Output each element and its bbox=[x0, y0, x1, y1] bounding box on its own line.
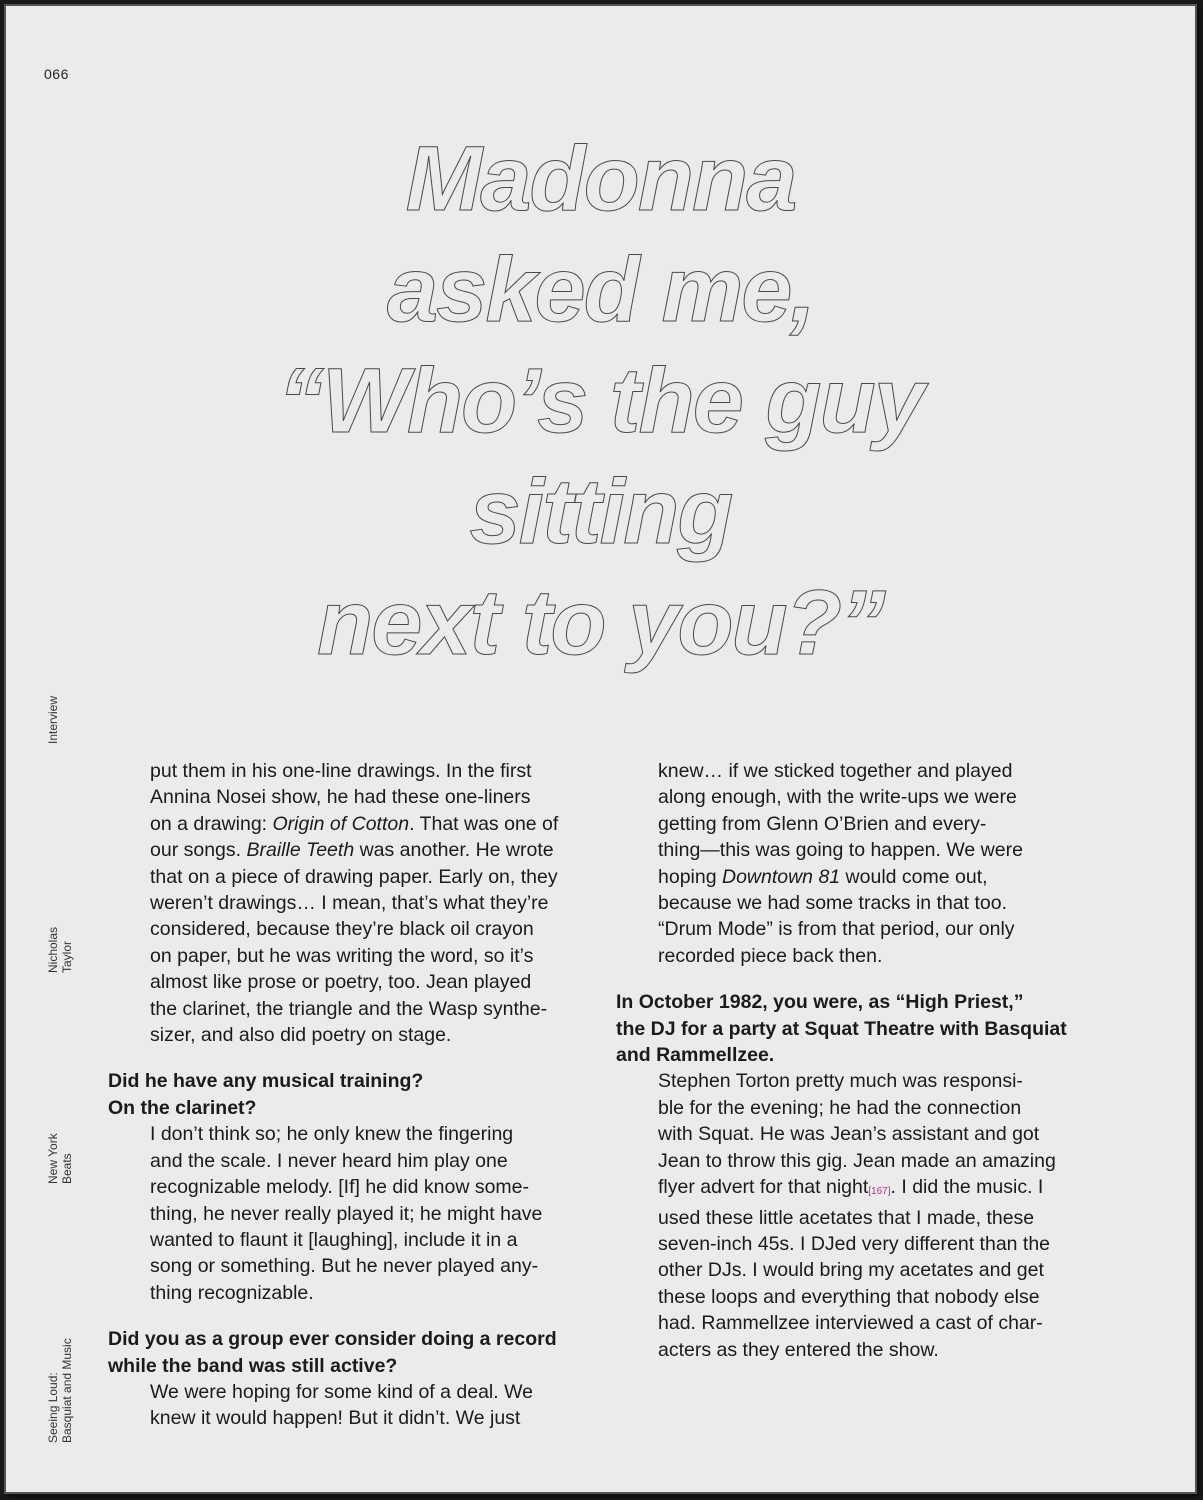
text-line: ble for the evening; he had the connection bbox=[658, 1096, 1022, 1119]
answer-paragraph bbox=[108, 758, 598, 1048]
headline-line: next to you?” bbox=[317, 572, 884, 674]
text-line bbox=[658, 1174, 1116, 1204]
text-line: and Rammellzee. bbox=[616, 1044, 775, 1067]
question-heading bbox=[108, 1068, 598, 1121]
text-fragment: . That was one of bbox=[409, 812, 559, 835]
chapter-label-line: New York bbox=[46, 1133, 60, 1184]
text-line: almost like prose or poetry, too. Jean played bbox=[150, 971, 532, 994]
text-line: getting from Glenn O’Brien and every- bbox=[658, 812, 987, 835]
text-line: thing—this was going to happen. We were bbox=[658, 839, 1023, 862]
text-line: along enough, with the write-ups we were bbox=[658, 786, 1017, 809]
text-line: “Drum Mode” is from that period, our only bbox=[658, 918, 1015, 941]
headline-line: sitting bbox=[469, 461, 732, 563]
text-line: In October 1982, you were, as “High Priest,” bbox=[616, 991, 1024, 1014]
text-line: Annina Nosei show, he had these one-liners bbox=[150, 786, 531, 809]
text-line: thing recognizable. bbox=[150, 1281, 314, 1304]
text-line: Jean to throw this gig. Jean made an amazing bbox=[658, 1149, 1056, 1172]
text-fragment: . I did the music. I bbox=[890, 1176, 1044, 1199]
text-line: Did he have any musical training? bbox=[108, 1070, 424, 1093]
text-line: the DJ for a party at Squat Theatre with Basquiat bbox=[616, 1017, 1067, 1040]
text-line: with Squat. He was Jean’s assistant and got bbox=[658, 1123, 1040, 1146]
text-line: On the clarinet? bbox=[108, 1096, 257, 1119]
margin-label-author bbox=[46, 927, 74, 973]
text-line: put them in his one-line drawings. In the first bbox=[150, 760, 532, 782]
text-line bbox=[658, 864, 1116, 890]
text-line: had. Rammellzee interviewed a cast of char- bbox=[658, 1312, 1043, 1335]
text-fragment: flyer advert for that night bbox=[658, 1176, 869, 1199]
text-line: recorded piece back then. bbox=[658, 944, 883, 967]
text-fragment: would come out, bbox=[840, 865, 988, 888]
text-line: wanted to flaunt it [laughing], include it in a bbox=[150, 1228, 518, 1251]
question-heading bbox=[616, 989, 1116, 1068]
author-last-name: Taylor bbox=[60, 940, 74, 973]
answer-paragraph bbox=[616, 1068, 1116, 1362]
book-page bbox=[4, 4, 1197, 1494]
text-line bbox=[150, 837, 598, 863]
text-line: considered, because they’re black oil crayon bbox=[150, 918, 534, 941]
answer-paragraph bbox=[108, 1379, 598, 1432]
page-number: 066 bbox=[44, 66, 69, 82]
question-heading bbox=[108, 1326, 598, 1379]
text-line: other DJs. I would bring my acetates and get bbox=[658, 1259, 1044, 1282]
text-line: because we had some tracks in that too. bbox=[658, 892, 1008, 915]
footnote-reference[interactable]: [167] bbox=[868, 1186, 891, 1198]
text-line: that on a piece of drawing paper. Early on, they bbox=[150, 865, 558, 888]
text-fragment: was another. He wrote bbox=[354, 839, 554, 862]
book-title-line: Basquiat and Music bbox=[60, 1338, 74, 1443]
text-line: used these little acetates that I made, these bbox=[658, 1206, 1035, 1229]
text-line: the clarinet, the triangle and the Wasp synthe- bbox=[150, 997, 548, 1020]
text-line: while the band was still active? bbox=[108, 1354, 398, 1377]
margin-label-chapter bbox=[46, 1133, 74, 1184]
pull-quote-headline bbox=[6, 124, 1195, 679]
text-line: on paper, but he was writing the word, so it’s bbox=[150, 944, 534, 967]
text-line: knew… if we sticked together and played bbox=[658, 760, 1013, 782]
text-line: knew it would happen! But it didn’t. We just bbox=[150, 1407, 521, 1430]
italic-title: Braille Teeth bbox=[246, 839, 355, 862]
text-line: recognizable melody. [If] he did know some- bbox=[150, 1176, 529, 1199]
text-line: weren’t drawings… I mean, that’s what they’re bbox=[150, 892, 549, 915]
section-label: Interview bbox=[46, 695, 60, 744]
text-line: We were hoping for some kind of a deal. We bbox=[150, 1380, 533, 1403]
text-fragment: hoping bbox=[658, 865, 722, 888]
chapter-label-line: Beats bbox=[60, 1153, 74, 1184]
text-fragment: our songs. bbox=[150, 839, 247, 862]
margin-label-section bbox=[46, 696, 60, 744]
author-first-name: Nicholas bbox=[46, 926, 60, 973]
text-line: these loops and everything that nobody else bbox=[658, 1285, 1040, 1308]
italic-title: Downtown 81 bbox=[721, 865, 841, 888]
text-line: and the scale. I never heard him play one bbox=[150, 1149, 508, 1172]
text-line: I don’t think so; he only knew the fingering bbox=[150, 1123, 514, 1146]
text-fragment: on a drawing: bbox=[150, 812, 273, 835]
answer-paragraph bbox=[616, 758, 1116, 969]
book-title-line: Seeing Loud: bbox=[46, 1372, 60, 1443]
text-line: song or something. But he never played any- bbox=[150, 1255, 539, 1278]
margin-label-book-title bbox=[46, 1338, 74, 1443]
headline-line: asked me, bbox=[387, 239, 814, 341]
headline-line: Madonna bbox=[405, 128, 796, 230]
answer-paragraph bbox=[108, 1121, 598, 1306]
text-line: seven-inch 45s. I DJed very different than the bbox=[658, 1232, 1051, 1255]
text-line: Did you as a group ever consider doing a record bbox=[108, 1328, 557, 1351]
text-line: acters as they entered the show. bbox=[658, 1338, 939, 1361]
text-line: Stephen Torton pretty much was responsi- bbox=[658, 1070, 1023, 1093]
italic-title: Origin of Cotton bbox=[272, 812, 410, 835]
text-column-right bbox=[616, 758, 1116, 1363]
text-line: thing, he never really played it; he might have bbox=[150, 1202, 543, 1225]
text-column-left bbox=[108, 758, 598, 1432]
text-line bbox=[150, 811, 598, 837]
headline-line: “Who’s the guy bbox=[278, 350, 923, 452]
text-line: sizer, and also did poetry on stage. bbox=[150, 1024, 452, 1047]
